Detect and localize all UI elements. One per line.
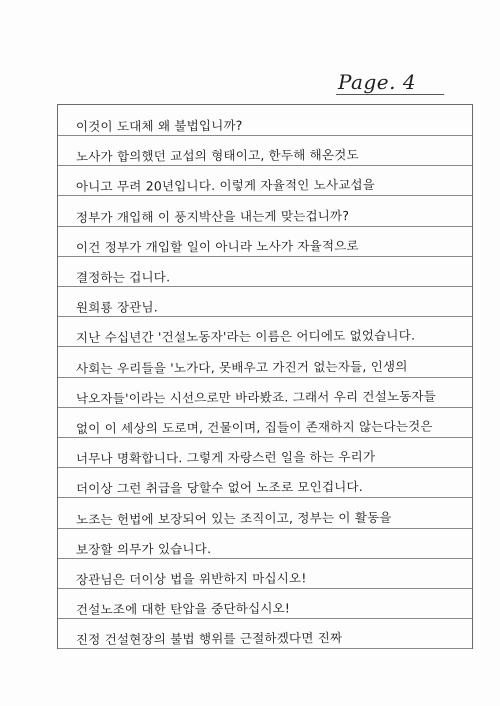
handwritten-line: 정부가 개입해 이 풍지박산을 내는게 맞는겁니까? — [75, 207, 350, 225]
ruled-line — [58, 346, 472, 347]
handwritten-line: 낙오자들'이라는 시선으로만 바라봤죠. 그래서 우리 건설노동자들 — [75, 388, 437, 406]
handwritten-line: 진정 건설현장의 불법 행위를 근절하겠다면 진짜 — [75, 630, 343, 648]
page-number: Page. 4 — [338, 70, 417, 94]
handwritten-line: 노사가 합의했던 교섭의 형태이고, 한두해 해온것도 — [75, 147, 359, 165]
handwritten-line: 이것이 도대체 왜 불법입니까? — [75, 117, 243, 135]
handwritten-line: 없이 이 세상의 도로며, 건물이며, 집들이 존재하지 않는다는것은 — [75, 418, 433, 437]
ruled-line — [58, 558, 472, 559]
handwritten-line: 결정하는 겁니다. — [75, 269, 171, 286]
handwritten-line: 아니고 무려 20년입니다. 이렇게 자율적인 노사교섭을 — [75, 177, 376, 195]
ruled-line — [58, 528, 472, 529]
ruled-line — [58, 437, 472, 438]
ruled-line — [58, 618, 472, 619]
ruled-line — [58, 316, 472, 317]
handwritten-line: 노조는 헌법에 보장되어 있는 조직이고, 정부는 이 활동을 — [75, 509, 392, 527]
ruled-line — [58, 165, 472, 166]
ruled-line — [58, 467, 472, 468]
ruled-line — [58, 135, 472, 136]
handwritten-line: 보장할 의무가 있습니다. — [75, 540, 212, 557]
ruled-line — [58, 226, 472, 227]
ruled-line — [58, 377, 472, 378]
handwritten-line: 사회는 우리들을 '노가다, 못배우고 가진거 없는자들, 인생의 — [75, 358, 408, 376]
handwritten-line: 건설노조에 대한 탄압을 중단하십시오! — [75, 600, 291, 618]
ruled-line — [58, 588, 472, 589]
ruled-line — [58, 286, 472, 287]
ruled-line — [58, 256, 472, 257]
handwritten-line: 원희룡 장관님. — [75, 299, 158, 316]
ruled-line — [58, 648, 472, 649]
handwritten-line: 이건 정부가 개입할 일이 아니라 노사가 자율적으로 — [75, 237, 359, 255]
handwritten-line: 더이상 그런 취급을 당할수 없어 노조로 모인겁니다. — [75, 479, 363, 497]
ruled-line — [58, 195, 472, 196]
ruled-line — [58, 497, 472, 498]
handwritten-line: 지난 수십년간 '건설노동자'라는 이름은 어디에도 없었습니다. — [75, 328, 416, 346]
page-number-underline — [336, 94, 444, 95]
handwritten-line: 너무나 명확합니다. 그렇게 자랑스런 일을 하는 우리가 — [75, 449, 376, 467]
handwritten-line: 장관님은 더이상 법을 위반하지 마십시오! — [75, 570, 307, 587]
ruled-line — [58, 407, 472, 408]
ruled-writing-area — [57, 104, 473, 649]
